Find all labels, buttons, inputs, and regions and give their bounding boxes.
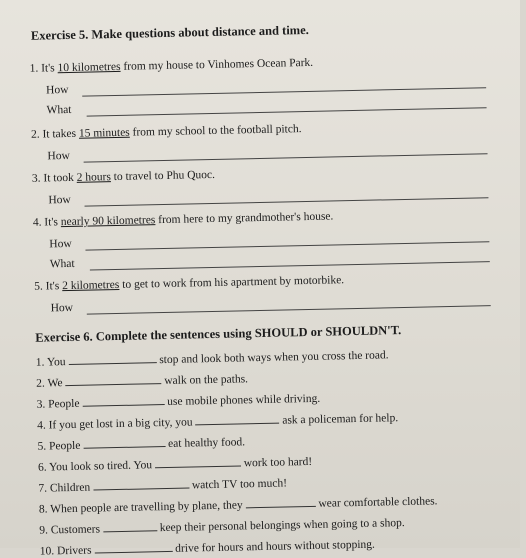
item-post: watch TV too much!: [191, 477, 288, 492]
item-number: 10.: [39, 545, 55, 558]
answer-blank[interactable]: [65, 373, 161, 386]
ex6-item-2: [36, 371, 248, 389]
item-number: 3.: [36, 398, 46, 411]
ex5-item-5: [34, 274, 344, 292]
item-post: from my school to the football pitch.: [132, 123, 302, 139]
item-pre: Drivers: [56, 544, 92, 558]
item-post: to get to work from his apartment by motorbike.: [122, 274, 345, 291]
item-pre: When people are travelling by plane, they: [50, 499, 243, 516]
answer-blank[interactable]: [93, 478, 189, 491]
item-pre: Customers: [50, 523, 101, 537]
ex5-what-prompt: What: [46, 103, 72, 117]
item-pre: It's: [41, 62, 55, 75]
answer-line[interactable]: [87, 107, 487, 116]
ex6-item-4: [37, 410, 398, 432]
exercise-6-title: Exercise 6. Complete the sentences using SHOULD or SHOULDN'T.: [35, 323, 402, 345]
item-pre: If you get lost in a big city, you: [48, 416, 193, 432]
answer-line[interactable]: [90, 261, 490, 270]
item-post: from my house to Vinhomes Ocean Park.: [123, 56, 314, 73]
item-post: use mobile phones while driving.: [167, 392, 321, 408]
ex6-item-1: [36, 347, 389, 368]
item-post: stop and look both ways when you cross the road.: [159, 349, 389, 367]
item-number: 5.: [37, 440, 47, 453]
item-number: 1.: [35, 356, 45, 369]
item-pre: It took: [43, 171, 74, 185]
exercise-5-title: Exercise 5. Make questions about distance and time.: [30, 22, 309, 43]
ex6-item-7: [38, 475, 287, 494]
ex6-item-9: [39, 515, 405, 537]
ex5-how-prompt: How: [49, 237, 72, 251]
ex5-how-prompt: How: [45, 83, 69, 97]
item-number: 3.: [31, 172, 41, 185]
answer-blank[interactable]: [82, 394, 164, 407]
item-underlined: 2 kilometres: [62, 278, 120, 293]
answer-line[interactable]: [82, 87, 486, 96]
item-pre: People: [48, 439, 81, 453]
ex5-item-2: [31, 123, 302, 141]
item-post: drive for hours and hours without stopping.: [175, 538, 375, 555]
item-pre: We: [47, 377, 63, 390]
item-number: 8.: [38, 503, 48, 516]
ex5-item-3: [32, 169, 215, 185]
answer-blank[interactable]: [155, 455, 241, 468]
item-number: 2.: [36, 377, 45, 390]
item-number: 9.: [39, 524, 49, 537]
ex5-how-prompt: How: [48, 193, 71, 207]
ex6-item-5: [37, 434, 245, 452]
ex5-how-prompt: How: [47, 149, 70, 163]
ex5-what-prompt: What: [49, 257, 75, 271]
ex5-item-1: [30, 57, 314, 75]
answer-blank[interactable]: [103, 520, 157, 532]
item-number: 4.: [32, 216, 42, 229]
answer-blank[interactable]: [83, 436, 165, 449]
item-number: 5.: [34, 280, 43, 293]
item-post: ask a policeman for help.: [282, 412, 399, 427]
ex6-item-8: [39, 493, 438, 515]
item-pre: It's: [45, 280, 60, 293]
item-pre: Children: [49, 481, 91, 495]
answer-line[interactable]: [84, 153, 488, 162]
item-post: work too hard!: [243, 455, 313, 470]
ex6-item-10: [40, 537, 375, 558]
answer-blank[interactable]: [245, 496, 315, 508]
answer-blank[interactable]: [195, 413, 279, 426]
item-pre: You: [46, 356, 66, 369]
item-pre: It's: [44, 216, 59, 229]
item-post: wear comfortable clothes.: [318, 495, 438, 510]
item-post: eat healthy food.: [167, 436, 246, 450]
item-underlined: 2 hours: [76, 171, 111, 184]
ex5-how-prompt: How: [50, 301, 74, 315]
item-number: 1.: [29, 62, 39, 75]
answer-blank[interactable]: [68, 352, 156, 365]
item-number: 6.: [37, 461, 47, 474]
ex6-item-3: [37, 391, 321, 411]
item-pre: You look so tired. You: [48, 459, 153, 474]
item-underlined: 15 minutes: [78, 126, 130, 140]
answer-line[interactable]: [85, 197, 489, 206]
answer-line[interactable]: [87, 305, 491, 314]
item-number: 7.: [38, 482, 48, 495]
item-post: to travel to Phu Quoc.: [113, 168, 216, 184]
answer-blank[interactable]: [94, 541, 172, 554]
ex5-item-4: [33, 210, 334, 228]
item-underlined: 10 kilometres: [57, 60, 121, 75]
item-post: from here to my grandmother's house.: [158, 210, 334, 227]
item-pre: It takes: [42, 127, 77, 141]
item-pre: People: [48, 397, 80, 411]
item-number: 4.: [37, 419, 46, 432]
item-underlined: nearly 90 kilometres: [60, 214, 156, 229]
item-post: walk on the paths.: [164, 373, 249, 388]
item-number: 2.: [30, 128, 40, 141]
ex6-item-6: [38, 454, 312, 474]
item-post: keep their personal belongings when going to a shop.: [159, 517, 405, 535]
answer-line[interactable]: [85, 241, 489, 250]
